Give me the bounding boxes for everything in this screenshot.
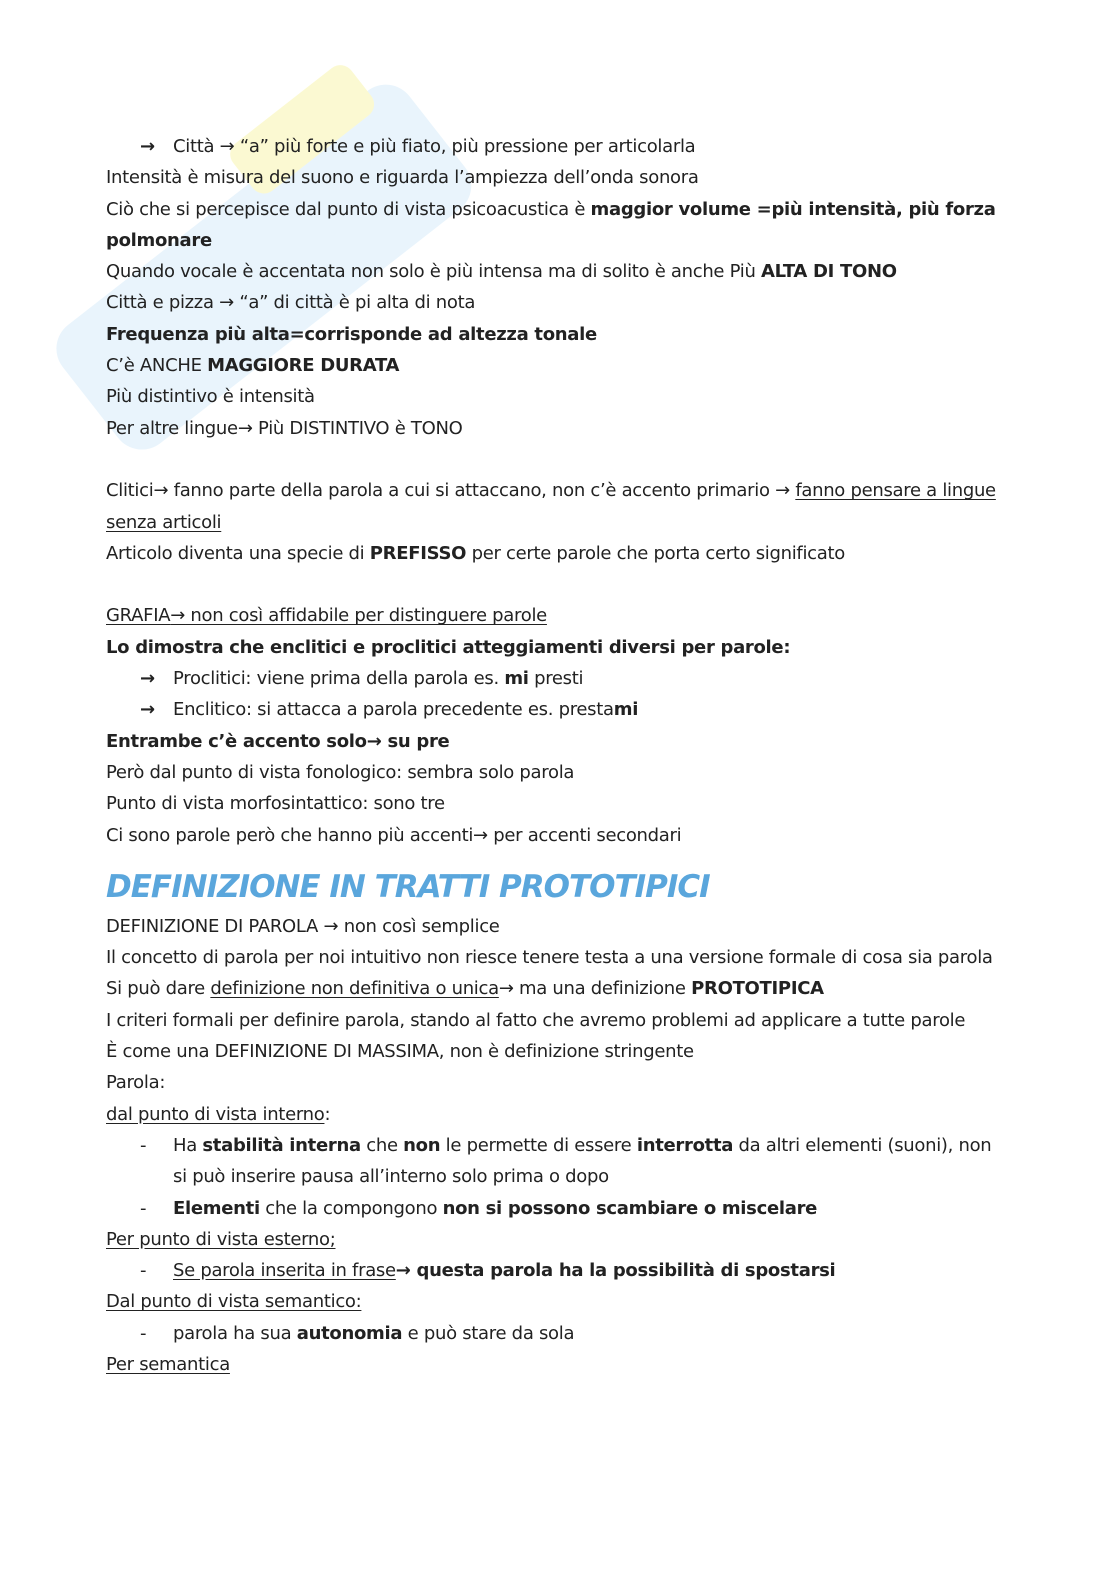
text-line: Parola: — [106, 1072, 166, 1094]
text-line: Ci sono parole però che hanno più accenti→ per accenti secondari — [106, 824, 682, 846]
text-line: Articolo diventa una specie di PREFISSO per certe parole che porta certo significato — [106, 542, 845, 564]
text-line: Per altre lingue→ Più DISTINTIVO è TONO — [106, 417, 463, 439]
text-line: Frequenza più alta=corrisponde ad altezza tonale — [106, 323, 597, 345]
text-line: DEFINIZIONE DI PAROLA → non così semplice — [106, 915, 500, 937]
arrow-icon: → — [775, 480, 790, 502]
arrow-icon: → — [498, 978, 514, 1000]
dash-bullet: - — [140, 1197, 147, 1219]
arrow-icon: → — [237, 417, 253, 439]
text-line: Dal punto di vista semantico: — [106, 1291, 362, 1313]
text-line: Più distintivo è intensità — [106, 386, 315, 408]
arrow-bullet-icon: → — [140, 668, 155, 690]
document-content — [106, 131, 1006, 1380]
dash-list-item: - Se parola inserita in frase→ questa parola ha la possibilità di spostarsi — [106, 1255, 1006, 1286]
arrow-icon: → — [153, 480, 169, 502]
text-line: È come una DEFINIZIONE DI MASSIMA, non è definizione stringente — [106, 1041, 694, 1063]
dash-bullet: - — [140, 1260, 147, 1282]
text-line: Quando vocale è accentata non solo è più intensa ma di solito è anche Più ALTA DI TONO — [106, 261, 897, 283]
arrow-bullet-icon: → — [140, 136, 155, 157]
text-line: I criteri formali per definire parola, stando al fatto che avremo problemi ad applicare a tutte parole — [106, 1009, 966, 1031]
text-line: Però dal punto di vista fonologico: sembra solo parola — [106, 761, 575, 783]
dash-list-item: - Elementi che la compongono non si possono scambiare o miscelare — [106, 1193, 1006, 1224]
blank-line — [106, 569, 1006, 600]
text-line: dal punto di vista interno: — [106, 1103, 331, 1125]
text-line: C’è ANCHE MAGGIORE DURATA — [106, 355, 400, 377]
bullet-line: → Proclitici: viene prima della parola es. mi presti — [106, 663, 1006, 694]
dash-bullet: - — [140, 1322, 147, 1344]
arrow-bullet-icon: → — [140, 699, 155, 721]
text-line: Lo dimostra che enclitici e proclitici atteggiamenti diversi per parole: — [106, 636, 791, 658]
arrow-icon: → — [219, 136, 235, 157]
dash-list-item: - Ha stabilità interna che non le permette di essere interrotta da altri elementi (suoni), non si può inserire pausa all’interno solo prima o dopo — [106, 1130, 1006, 1193]
blank-line — [106, 444, 1006, 475]
text-line: Punto di vista morfosintattico: sono tre — [106, 793, 445, 815]
dash-bullet: - — [140, 1134, 147, 1156]
arrow-icon: → — [395, 1260, 411, 1282]
text-line: Il concetto di parola per noi intuitivo non riesce tenere testa a una versione formale di cosa sia parola — [106, 947, 993, 969]
text-line: Si può dare definizione non definitiva o unica→ ma una definizione PROTOTIPICA — [106, 978, 824, 1000]
arrow-icon: → — [170, 605, 186, 627]
text-line: Ciò che si percepisce dal punto di vista psicoacustica è maggior volume =più intensità, più forza polmonare — [106, 198, 996, 251]
text-line: Città e pizza → “a” di città è pi alta di nota — [106, 292, 476, 314]
text-line: Entrambe c’è accento solo→ su pre — [106, 730, 450, 752]
arrow-icon: → — [366, 730, 382, 752]
text-line: Clitici→ fanno parte della parola a cui si attaccano, non c’è accento primario → fanno pensare a lingue senza articoli — [106, 480, 996, 533]
text-line: Per semantica — [106, 1353, 230, 1375]
text-line: Intensità è misura del suono e riguarda l’ampiezza dell’onda sonora — [106, 167, 699, 189]
dash-list-item: - parola ha sua autonomia e può stare da sola — [106, 1318, 1006, 1349]
bullet-line: → Enclitico: si attacca a parola precedente es. prestami — [106, 694, 1006, 725]
section-heading: DEFINIZIONE IN TRATTI PROTOTIPICI — [106, 868, 710, 905]
bullet-line: → Città → “a” più forte e più fiato, più pressione per articolarla — [106, 131, 1006, 162]
arrow-icon: → — [473, 824, 488, 846]
text-line: GRAFIA→ non così affidabile per distinguere parole — [106, 605, 547, 627]
text-line: Per punto di vista esterno; — [106, 1228, 336, 1250]
arrow-icon: → — [323, 915, 339, 937]
arrow-icon: → — [219, 292, 234, 314]
